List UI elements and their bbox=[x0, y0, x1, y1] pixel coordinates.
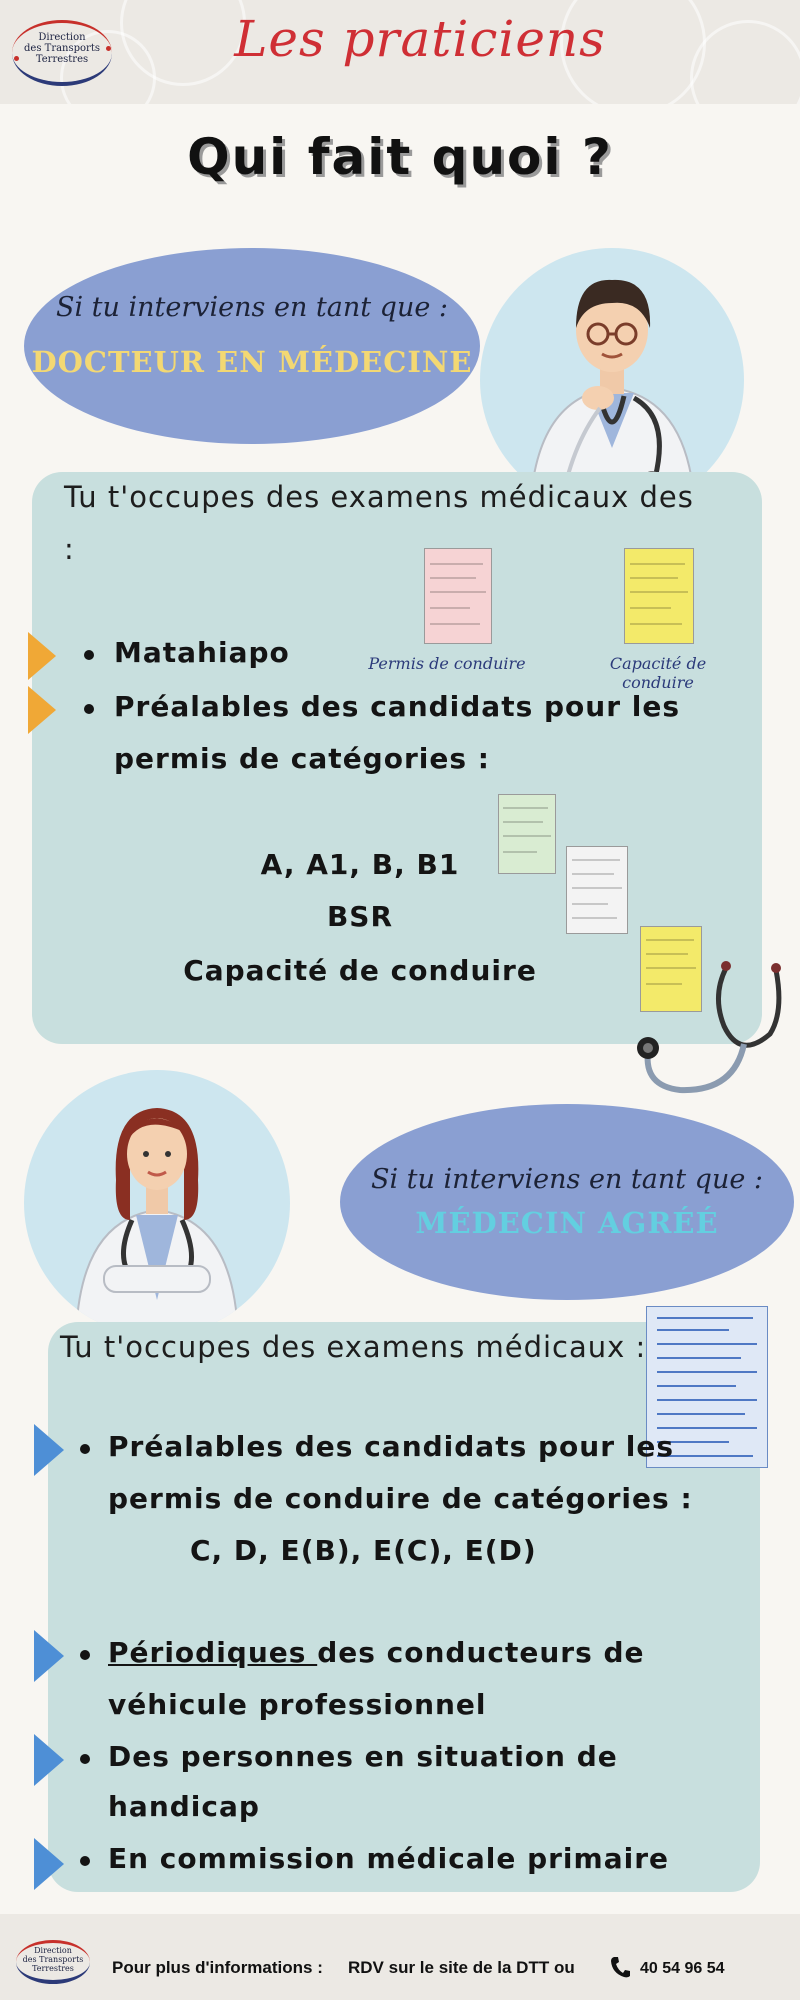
arrow-marker-icon bbox=[34, 1734, 64, 1786]
docteur-intro: Tu t'occupes des examens médicaux des bbox=[64, 480, 694, 514]
footer-info: Pour plus d'informations : bbox=[112, 1958, 323, 1977]
role-oval-title-agree: MÉDECIN AGRÉÉ bbox=[415, 1206, 719, 1240]
category-line-3: Capacité de conduire bbox=[183, 954, 537, 987]
bullet-icon bbox=[84, 704, 94, 714]
item-handicap: Des personnes en situation de bbox=[108, 1740, 618, 1773]
pattern-decor bbox=[690, 20, 800, 104]
role-oval-title: DOCTEUR EN MÉDECINE bbox=[31, 345, 473, 379]
dtt-logo[interactable] bbox=[8, 18, 116, 88]
arrow-marker-icon bbox=[28, 632, 56, 680]
permis-caption: Permis de conduire bbox=[368, 654, 526, 673]
item-categories-cde: C, D, E(B), E(C), E(D) bbox=[190, 1534, 537, 1567]
arrow-marker-icon bbox=[34, 1630, 64, 1682]
bullet-icon bbox=[80, 1444, 90, 1454]
capacite-document-icon bbox=[624, 548, 694, 644]
category-line-2: BSR bbox=[326, 900, 394, 933]
dtt-logo-small[interactable] bbox=[14, 1938, 92, 1986]
bullet-icon bbox=[80, 1650, 90, 1660]
footer-banner bbox=[0, 1914, 800, 2000]
footer-phone[interactable]: 40 54 96 54 bbox=[640, 1960, 725, 1977]
permis-document-icon bbox=[424, 548, 492, 644]
bullet-icon bbox=[84, 650, 94, 660]
item-prealables-cont: permis de catégories : bbox=[114, 742, 490, 775]
header-banner bbox=[0, 0, 800, 104]
item-prealables: Préalables des candidats pour les bbox=[114, 690, 681, 723]
logo-text: Direction des Transports Terrestres bbox=[22, 1946, 84, 1973]
role-oval-agree bbox=[340, 1104, 794, 1300]
logo-text: Direction des Transports Terrestres bbox=[24, 32, 100, 65]
capacite-caption: Capacité de conduire bbox=[609, 654, 707, 692]
page-banner-title: Les praticiens bbox=[234, 10, 606, 68]
category-line-1: A, A1, B, B1 bbox=[260, 848, 460, 881]
item-periodiques bbox=[108, 1636, 645, 1669]
periodiques-rest: des conducteurs de bbox=[317, 1636, 645, 1669]
item-commission: En commission médicale primaire bbox=[108, 1842, 669, 1875]
docteur-intro-cont: : bbox=[64, 532, 75, 566]
role-oval-subtitle: Si tu interviens en tant que : bbox=[55, 292, 449, 323]
item-matahiapo: Matahiapo bbox=[114, 636, 290, 669]
bullet-icon bbox=[80, 1754, 90, 1764]
item-periodiques-cont: véhicule professionnel bbox=[108, 1688, 487, 1721]
doctor-avatar-female bbox=[24, 1070, 290, 1336]
footer-rdv[interactable]: RDV sur le site de la DTT ou bbox=[348, 1958, 575, 1977]
arrow-marker-icon bbox=[34, 1424, 64, 1476]
green-form-icon bbox=[498, 794, 556, 874]
arrow-marker-icon bbox=[34, 1838, 64, 1890]
white-form-icon bbox=[566, 846, 628, 934]
agree-intro: Tu t'occupes des examens médicaux : bbox=[60, 1330, 647, 1364]
periodiques-underlined: Périodiques bbox=[108, 1636, 318, 1669]
item-prealables-cde: Préalables des candidats pour les bbox=[108, 1430, 675, 1463]
phone-icon bbox=[610, 1956, 630, 1978]
doctor-illustration-icon bbox=[24, 1070, 290, 1336]
page-title: Qui fait quoi ? bbox=[187, 128, 613, 186]
item-prealables-cde-cont: permis de conduire de catégories : bbox=[108, 1482, 693, 1515]
bullet-icon bbox=[80, 1856, 90, 1866]
item-handicap-cont: handicap bbox=[108, 1790, 260, 1823]
stethoscope-icon bbox=[630, 956, 790, 1100]
role-oval-subtitle: Si tu interviens en tant que : bbox=[370, 1164, 764, 1195]
arrow-marker-icon bbox=[28, 686, 56, 734]
